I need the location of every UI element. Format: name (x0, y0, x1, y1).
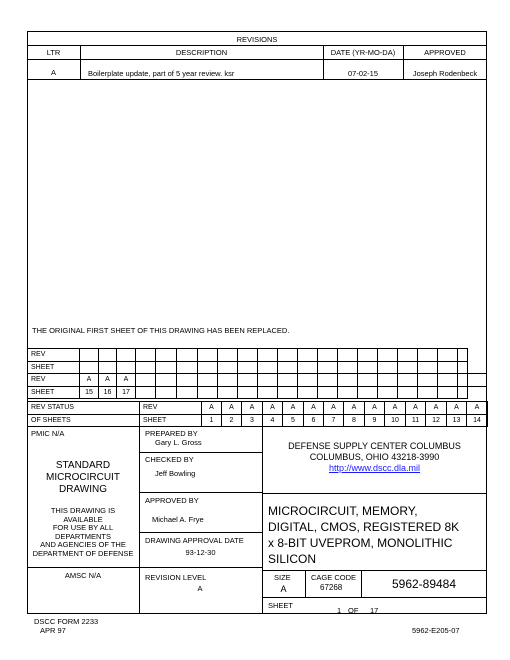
status-grid (27, 401, 488, 427)
grid-cell (136, 361, 156, 374)
rev-status-label: REV STATUS (28, 402, 140, 415)
agency-block: DEFENSE SUPPLY CENTER COLUMBUS COLUMBUS, OHIO 43218-3990 http://www.dscc.dla.mil (288, 441, 461, 473)
prepared-by-label: PREPARED BY (145, 429, 198, 438)
availability-note: THIS DRAWING IS AVAILABLE FOR USE BY ALL DEPARTMENTS AND AGENCIES OF THE DEPARTMENT OF DEFENSE (32, 506, 134, 558)
grid-cell (358, 349, 378, 362)
grid-cell (338, 361, 358, 374)
grid-cell (238, 386, 258, 399)
prepared-by-name: Gary L. Gross (155, 438, 202, 447)
grid-cell: A (222, 402, 242, 415)
grid-cell (298, 374, 318, 387)
grid-cell (218, 374, 238, 387)
grid-cell (258, 374, 278, 387)
grid-cell (338, 386, 358, 399)
grid-cell: A (202, 402, 222, 415)
grid-cell (458, 386, 468, 399)
grid-cell (177, 361, 198, 374)
grid-cell (136, 386, 156, 399)
status-sheet-row (28, 414, 488, 427)
cage-code-label: CAGE CODE (311, 573, 357, 582)
status-sheet-label: SHEET (140, 414, 202, 427)
approved-by-name: Michael A. Frye (152, 515, 204, 524)
grid-cell (218, 349, 238, 362)
grid-cell (278, 361, 298, 374)
grid-cell (278, 386, 298, 399)
grid-cell (177, 349, 198, 362)
grid-label: REV (28, 374, 80, 387)
grid-sheet-cell: 17 (117, 386, 136, 399)
grid-cell (80, 349, 99, 362)
grid-cell (358, 386, 378, 399)
grid-cell: 10 (385, 414, 406, 427)
grid-cell: 14 (467, 414, 488, 427)
approval-date: 93-12-30 (185, 548, 216, 557)
sheet-grid (27, 348, 487, 399)
grid-cell: A (283, 402, 304, 415)
status-rev-row (28, 402, 488, 415)
grid-cell (358, 361, 378, 374)
revision-level-label: REVISION LEVEL (145, 573, 207, 582)
replaced-note: THE ORIGINAL FIRST SHEET OF THIS DRAWING HAS BEEN REPLACED. (32, 326, 290, 335)
sheet-of-label: OF (348, 606, 359, 615)
drawing-number: 5962-89484 (391, 577, 457, 591)
checked-by-name: Jeff Bowling (155, 469, 196, 478)
grid-cell: 6 (304, 414, 324, 427)
grid-cell (438, 361, 458, 374)
grid-cell: A (426, 402, 447, 415)
grid-cell (198, 361, 218, 374)
grid-row-sheet-2 (28, 386, 487, 399)
grid-cell: A (365, 402, 385, 415)
agency-url-link[interactable]: http://www.dscc.dla.mil (328, 463, 421, 473)
ltr-header: LTR (46, 48, 61, 57)
grid-cell (298, 386, 318, 399)
grid-rev-cell: A (117, 374, 136, 387)
grid-cell: 1 (202, 414, 222, 427)
grid-cell (218, 361, 238, 374)
grid-cell (117, 361, 136, 374)
grid-cell (298, 349, 318, 362)
grid-cell (177, 374, 198, 387)
grid-cell (258, 349, 278, 362)
revision-date: 07-02-15 (347, 69, 379, 78)
sheet-total: 17 (370, 606, 379, 615)
grid-rev-cell: A (80, 374, 99, 387)
grid-cell: A (406, 402, 426, 415)
sheet-number: 1 (337, 606, 342, 615)
pmic-label: PMIC N/A (31, 429, 65, 438)
grid-cell (117, 349, 136, 362)
grid-cell: 13 (447, 414, 467, 427)
footer-code: 5962-E205-07 (412, 626, 460, 635)
grid-cell (398, 361, 418, 374)
grid-cell (258, 386, 278, 399)
revisions-title: REVISIONS (236, 35, 278, 44)
grid-row-sheet-1 (28, 361, 487, 374)
grid-cell (398, 374, 418, 387)
grid-cell (418, 361, 438, 374)
grid-sheet-cell: 16 (99, 386, 117, 399)
revision-level: A (197, 584, 203, 593)
grid-cell (218, 386, 238, 399)
grid-cell: A (385, 402, 406, 415)
grid-cell (398, 386, 418, 399)
size-label: SIZE (274, 573, 291, 582)
grid-cell: 3 (242, 414, 263, 427)
grid-cell: A (242, 402, 263, 415)
description-header: DESCRIPTION (175, 48, 228, 57)
status-rev-label: REV (140, 402, 202, 415)
grid-cell (438, 349, 458, 362)
grid-cell (198, 374, 218, 387)
grid-cell (318, 349, 338, 362)
grid-row-rev-1 (28, 349, 487, 362)
grid-cell (156, 361, 177, 374)
grid-label: SHEET (28, 361, 80, 374)
grid-cell (238, 374, 258, 387)
grid-cell (198, 386, 218, 399)
grid-cell (438, 374, 458, 387)
revision-description: Boilerplate update, part of 5 year review. ksr (88, 69, 235, 78)
grid-cell (418, 386, 438, 399)
grid-cell (258, 361, 278, 374)
grid-cell (80, 361, 99, 374)
grid-cell (99, 361, 117, 374)
grid-cell (398, 349, 418, 362)
grid-cell (238, 349, 258, 362)
approved-by-label: APPROVED BY (145, 496, 199, 505)
grid-cell (338, 349, 358, 362)
grid-cell: A (344, 402, 365, 415)
drawing-title: MICROCIRCUIT, MEMORY, DIGITAL, CMOS, REGISTERED 8K x 8-BIT UVEPROM, MONOLITHIC SILICON (268, 504, 460, 566)
grid-label: SHEET (28, 386, 80, 399)
grid-cell (177, 386, 198, 399)
grid-cell (378, 361, 398, 374)
grid-cell (318, 386, 338, 399)
grid-cell (156, 386, 177, 399)
grid-cell (438, 386, 458, 399)
grid-cell (378, 386, 398, 399)
grid-cell (468, 374, 487, 387)
grid-cell (318, 374, 338, 387)
grid-cell (458, 361, 468, 374)
approval-date-label: DRAWING APPROVAL DATE (145, 536, 244, 545)
form-date: APR 97 (40, 626, 66, 635)
grid-cell: 4 (263, 414, 283, 427)
grid-cell: 2 (222, 414, 242, 427)
grid-cell (99, 349, 117, 362)
grid-cell (136, 374, 156, 387)
grid-cell: 8 (344, 414, 365, 427)
standard-drawing-label: STANDARD MICROCIRCUIT DRAWING (46, 460, 120, 495)
amsc-label: AMSC N/A (64, 571, 102, 580)
grid-cell (358, 374, 378, 387)
grid-cell (458, 374, 468, 387)
grid-cell (418, 374, 438, 387)
grid-sheet-cell: 15 (80, 386, 99, 399)
of-sheets-label: OF SHEETS (28, 414, 140, 427)
grid-cell: A (324, 402, 344, 415)
grid-row-rev-2 (28, 374, 487, 387)
grid-rev-cell: A (99, 374, 117, 387)
revision-approved: Joseph Rodenbeck (412, 69, 478, 78)
approved-header: APPROVED (424, 48, 466, 57)
grid-label: REV (28, 349, 80, 362)
grid-cell: 7 (324, 414, 344, 427)
revision-ltr: A (50, 68, 56, 77)
grid-cell: 5 (283, 414, 304, 427)
cage-code: 67268 (320, 583, 343, 592)
grid-cell (238, 361, 258, 374)
grid-cell (156, 374, 177, 387)
grid-cell (378, 349, 398, 362)
grid-cell (156, 349, 177, 362)
sheet-label: SHEET (268, 601, 294, 610)
grid-cell: A (263, 402, 283, 415)
grid-cell (378, 374, 398, 387)
grid-cell (298, 361, 318, 374)
grid-cell (318, 361, 338, 374)
grid-cell (136, 349, 156, 362)
grid-cell: 11 (406, 414, 426, 427)
grid-cell (418, 349, 438, 362)
grid-cell: A (467, 402, 488, 415)
grid-cell: 9 (365, 414, 385, 427)
size-value: A (280, 584, 287, 594)
checked-by-label: CHECKED BY (145, 455, 194, 464)
grid-cell (338, 374, 358, 387)
grid-cell (458, 349, 468, 362)
grid-cell: A (304, 402, 324, 415)
date-header: DATE (YR-MO-DA) (330, 48, 396, 57)
grid-cell: 12 (426, 414, 447, 427)
grid-cell (278, 349, 298, 362)
grid-cell (278, 374, 298, 387)
grid-cell (198, 349, 218, 362)
form-number: DSCC FORM 2233 (34, 617, 99, 626)
grid-cell: A (447, 402, 467, 415)
